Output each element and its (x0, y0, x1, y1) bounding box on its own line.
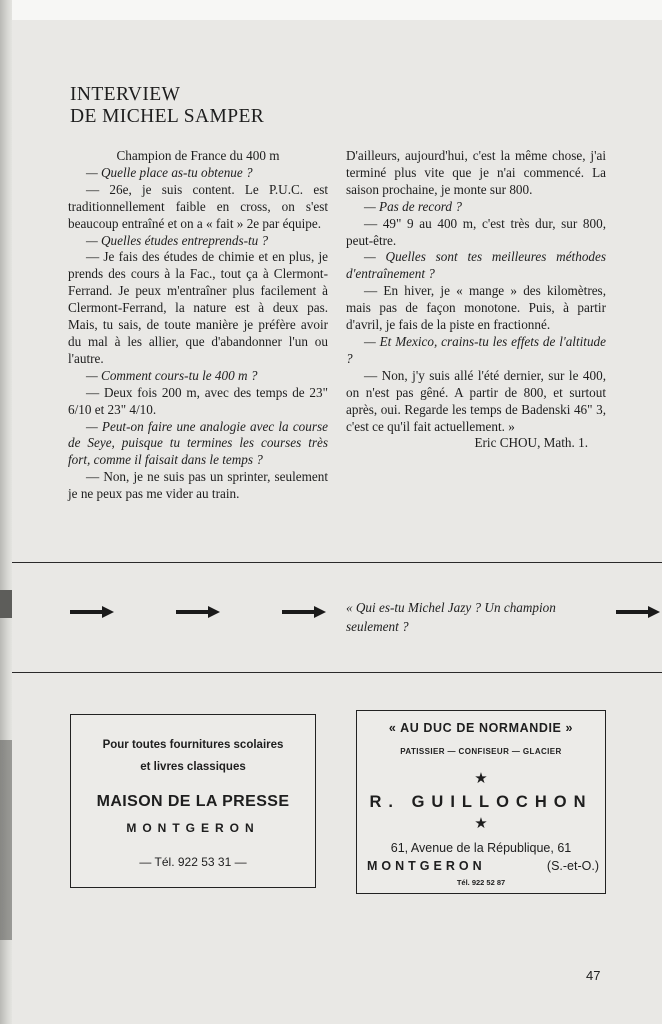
interview-question: — Quelles sont tes meilleures méthodes d'entraînement ? (346, 249, 606, 282)
article-subtitle: Champion de France du 400 m (116, 148, 280, 163)
next-article-teaser: « Qui es-tu Michel Jazy ? Un champion seulement ? (346, 600, 556, 634)
article-column-left (68, 148, 328, 503)
interview-answer: — Non, je ne suis pas un sprinter, seulement je ne peux pas me vider au train. (68, 469, 328, 502)
ad-business-name: MAISON DE LA PRESSE (96, 793, 290, 810)
adjacent-page-edge (0, 590, 12, 618)
binding-spine (0, 0, 12, 1024)
interview-question: — Et Mexico, crains-tu les effets de l'altitude ? (346, 333, 606, 366)
arrow-right-icon (616, 604, 660, 620)
interview-question: — Pas de record ? (364, 198, 462, 214)
adjacent-page-edge (0, 740, 12, 940)
title-line-2: DE MICHEL SAMPER (70, 106, 265, 127)
article-column-right (346, 148, 606, 452)
arrow-right-icon (282, 604, 326, 620)
interview-question: — Quelles études entreprends-tu ? (86, 232, 269, 248)
interview-answer: — 49" 9 au 400 m, c'est très dur, sur 800, peut-être. (346, 215, 606, 248)
section-divider-bottom (12, 672, 662, 673)
interview-answer: — En hiver, je « mange » des kilomètres, mais pas de façon monotone. Puis, à partir d'avril, je fais de la piste en fractionné. (346, 283, 606, 333)
page-number: 47 (586, 968, 601, 983)
advertisement-maison-de-la-presse (70, 714, 316, 888)
ad-tagline-2: et livres classiques (140, 761, 246, 773)
arrow-right-icon (70, 604, 114, 620)
section-divider-top (12, 562, 662, 563)
ad-owner-name: R. GUILLOCHON (369, 793, 593, 811)
arrow-right-icon (176, 604, 220, 620)
star-icon: ★ (474, 815, 488, 832)
ad-city: MONTGERON (367, 859, 486, 873)
advertisement-au-duc-de-normandie (356, 710, 606, 894)
interview-question: — Quelle place as-tu obtenue ? (86, 164, 253, 180)
star-icon: ★ (474, 770, 488, 787)
ad-phone: — Tél. 922 53 31 — (139, 855, 247, 869)
ad-shop-name: « AU DUC DE NORMANDIE » (388, 721, 574, 735)
interview-answer: — Non, j'y suis allé l'été dernier, sur le 400, on n'est pas gêné. A partir de 800, et surtout après, oui. Regarde les temps de Badenski 46" 3, c'est ce qu'il fait actuellement. » (346, 367, 606, 434)
interview-answer: D'ailleurs, aujourd'hui, c'est la même chose, j'ai terminé plus vite que je n'ai commencé. La saison prochaine, je monte sur 800. (346, 148, 606, 197)
interview-answer: — Deux fois 200 m, avec des temps de 23" 6/10 et 23" 4/10. (68, 384, 328, 417)
interview-answer: — Je fais des études de chimie et en plus, je prends des cours à la Fac., tout ça à Clermont-Ferrand. Je peux m'entraîner plus facilement à Clermont-Ferrand, la nature est à deux pas. Mais, tu sais, de toute manière je préfère avoir du mal à les allier, que d'abandonner l'un ou l'autre. (68, 249, 328, 366)
interview-question: — Comment cours-tu le 400 m ? (86, 367, 258, 383)
ad-trades: PATISSIER — CONFISEUR — GLACIER (400, 747, 562, 756)
ad-location (367, 859, 599, 873)
interview-answer: — 26e, je suis content. Le P.U.C. est traditionnellement faible en cross, on s'est beaucoup entraîné et on a « fait » 2e par équipe. (68, 181, 328, 231)
article-title (70, 84, 264, 128)
article-signature: Eric CHOU, Math. 1. (474, 435, 588, 451)
ad-tagline-1: Pour toutes fournitures scolaires (102, 739, 284, 751)
ad-department: (S.-et-O.) (546, 859, 599, 873)
ad-city: MONTGERON (126, 821, 260, 835)
interview-question: — Peut-on faire une analogie avec la course de Seye, puisque tu termines les courses très fort, comme il faisait dans le temps ? (68, 418, 328, 468)
page-top-margin (12, 0, 662, 20)
title-line-1: INTERVIEW (70, 84, 181, 105)
ad-phone: Tél. 922 52 87 (456, 878, 506, 887)
ad-address: 61, Avenue de la République, 61 (390, 841, 572, 855)
